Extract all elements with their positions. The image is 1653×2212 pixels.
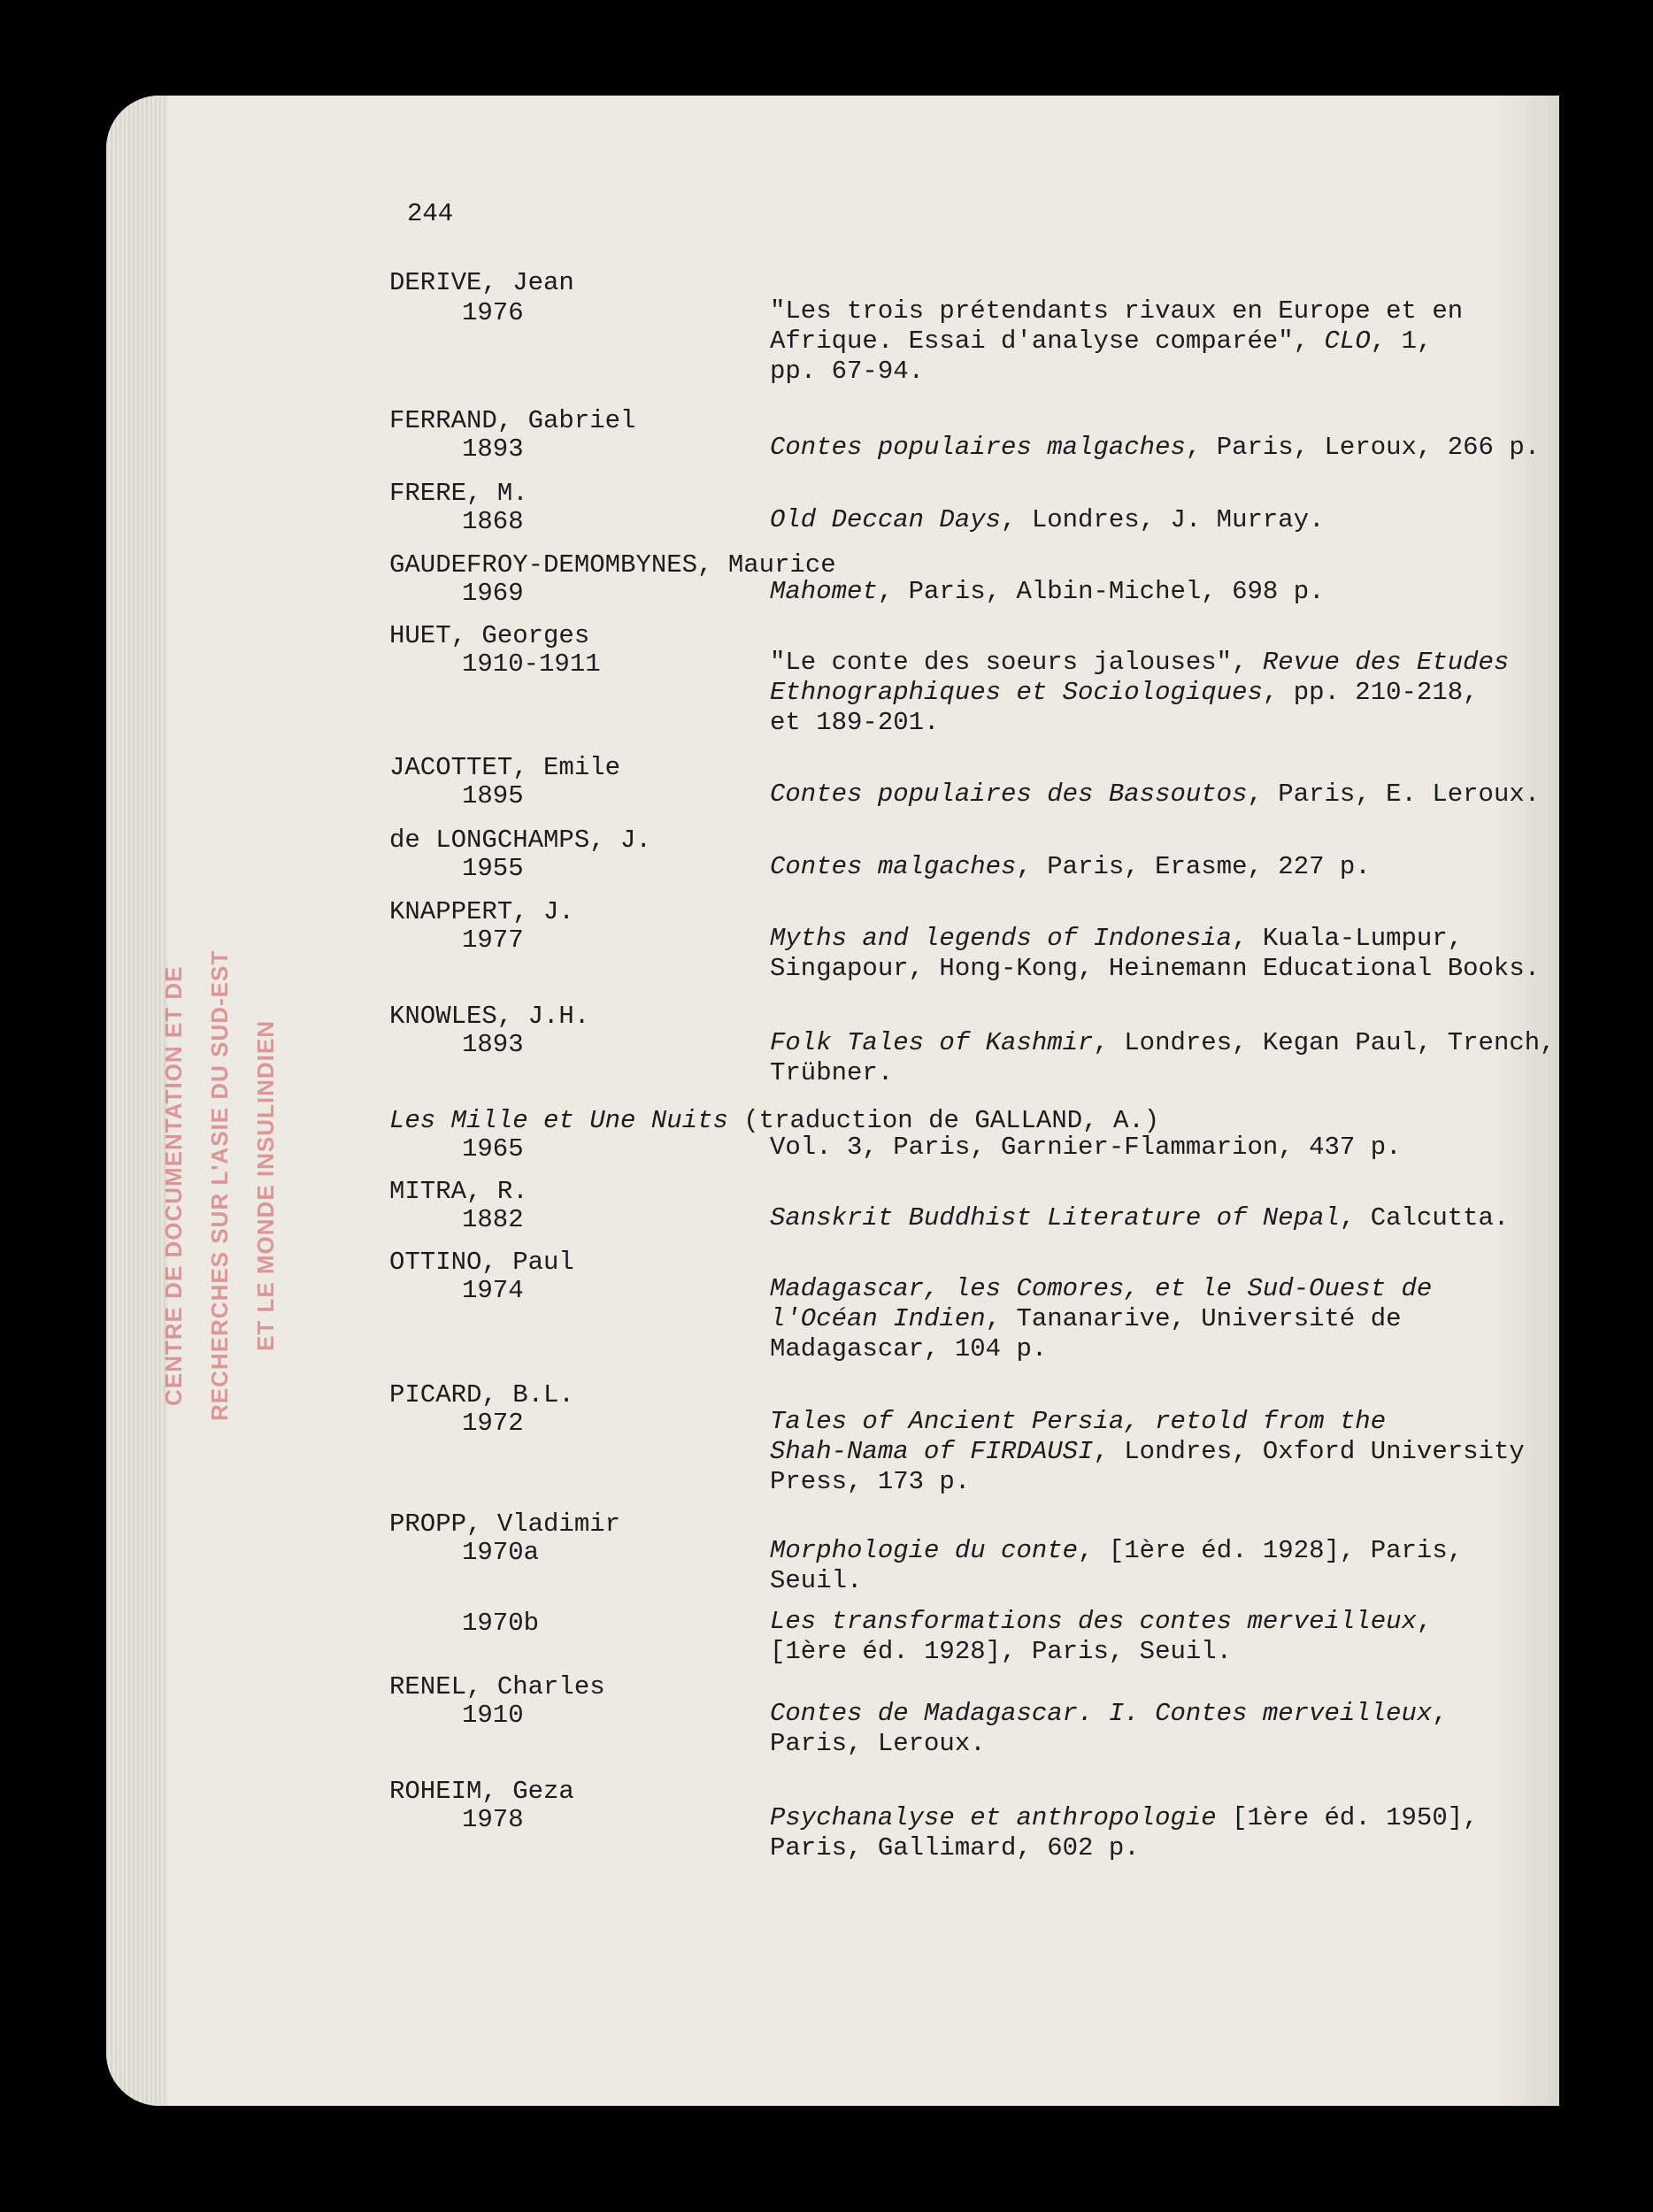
reference-line [770,1304,1513,1334]
title-text: Contes populaires malgaches [770,433,1186,462]
title-text: l'Océan Indien [770,1304,986,1333]
title-text: Myths and legends of Indonesia [770,924,1233,953]
reference-line [770,296,1513,326]
reference-line [770,1833,1513,1863]
citation-text: [1ère éd. 1928], Paris, Seuil. [770,1637,1233,1666]
citation-text: Madagascar, 104 p. [770,1334,1048,1363]
entry-reference [770,1274,1513,1364]
entry-reference [770,1607,1513,1667]
title-text: Sanskrit Buddhist Literature of Nepal [770,1203,1340,1233]
citation-text: Press, 173 p. [770,1467,971,1496]
title-text: Mahomet [770,577,878,606]
citation-text: , Kuala-Lumpur, [1232,924,1464,953]
citation-text: , 1, [1370,326,1433,356]
citation-text: (traduction de GALLAND, A.) [727,1106,1160,1135]
citation-text: , Paris, Erasme, 227 p. [1016,852,1371,881]
title-text: Revue des Etudes [1262,648,1510,677]
reference-line [770,648,1513,678]
citation-text: , Londres, Oxford University [1093,1437,1525,1466]
citation-text: Seuil. [770,1566,863,1595]
entry-year: 1910 [462,1701,524,1730]
citation-text: , Paris, Leroux, 266 p. [1185,433,1541,462]
title-text: Ethnographiques et Sociologiques [770,678,1263,707]
entry-author: JACOTTET, Emile [389,753,621,782]
reference-line [770,1607,1513,1637]
reference-line [770,924,1513,954]
entry-year: 1882 [462,1205,524,1234]
entry-author: FERRAND, Gabriel [389,406,636,435]
reference-line [770,1437,1525,1467]
title-text: CLO [1324,326,1371,356]
stamp-line: CENTRE DE DOCUMENTATION ET DE [160,965,187,1406]
citation-text: , pp. 210-218, [1262,678,1479,707]
citation-text: , [1ère éd. 1928], Paris, [1078,1536,1464,1565]
entry-author: HUET, Georges [389,621,590,650]
citation-text: , [1416,1607,1433,1636]
entry-author: PICARD, B.L. [389,1380,574,1409]
title-text: Morphologie du conte [770,1536,1079,1565]
reference-line [770,708,1513,738]
reference-line [770,1566,1513,1596]
entry-year: 1910-1911 [462,649,601,679]
entry-year: 1976 [462,298,524,327]
title-text: Madagascar, les Comores, et le Sud-Ouest de [770,1274,1433,1303]
citation-text: , Calcutta. [1339,1203,1510,1233]
reference-line [770,357,1513,387]
reference-line [770,1699,1513,1729]
citation-text: "Les trois prétendants rivaux en Europe et en [770,296,1464,326]
title-text: Tales of Ancient Persia, retold from the [770,1407,1387,1436]
reference-line [770,1203,1513,1233]
title-text: Folk Tales of Kashmir [770,1028,1094,1057]
entry-year: 1893 [462,434,524,464]
entry-author: RENEL, Charles [389,1672,605,1701]
citation-text: "Le conte des soeurs jalouses", [770,648,1263,677]
entry-author: DERIVE, Jean [389,268,574,297]
reference-line [770,577,1513,607]
stamp-line: ET LE MONDE INSULINDIEN [252,1020,279,1352]
entry-year: 1977 [462,926,524,955]
citation-text: [1ère éd. 1950], [1216,1803,1479,1832]
reference-line [770,678,1513,708]
title-text: Les transformations des contes merveilleux [770,1607,1417,1636]
entry-year: 1970a [462,1538,540,1567]
reference-line [770,1637,1513,1667]
entry-year: 1893 [462,1030,524,1059]
citation-text: et 189-201. [770,708,940,737]
entry-reference [770,648,1513,738]
entry-reference [770,1028,1556,1088]
citation-text: , Londres, J. Murray. [1001,505,1325,534]
reference-line [770,505,1513,535]
entry-year: 1868 [462,507,524,536]
citation-text: Paris, Gallimard, 602 p. [770,1833,1140,1863]
stamp-line: RECHERCHES SUR L'ASIE DU SUD-EST [206,949,233,1422]
reference-line [770,852,1513,882]
entry-year: 1965 [462,1134,524,1164]
citation-text: Vol. 3, Paris, Garnier-Flammarion, 437 p. [770,1133,1402,1162]
entry-reference [770,1699,1513,1759]
citation-text: , Tananarive, Université de [985,1304,1402,1333]
entry-author: OTTINO, Paul [389,1248,574,1277]
title-text: Contes populaires des Bassoutos [770,780,1248,809]
entry-reference [770,296,1513,387]
reference-line [770,1274,1513,1304]
entry-reference [770,1133,1513,1163]
entry-reference [770,577,1513,607]
entry-reference [770,433,1541,463]
entry-author: PROPP, Vladimir [389,1509,621,1539]
reference-line [770,326,1513,357]
reference-line [770,1803,1513,1833]
entry-author: de LONGCHAMPS, J. [389,826,651,855]
title-text: Les Mille et Une Nuits [389,1106,728,1135]
reference-line [770,1334,1513,1364]
reference-line [770,1407,1513,1437]
title-text: Contes malgaches [770,852,1017,881]
entry-reference [770,1407,1525,1497]
reference-line [770,1133,1513,1163]
title-text: Psychanalyse et anthropologie [770,1803,1217,1832]
entry-reference [770,924,1541,984]
entry-author: KNAPPERT, J. [389,897,574,926]
reference-line [770,1028,1556,1058]
entry-author: GAUDEFROY-DEMOMBYNES, Maurice [389,550,836,580]
entry-author: ROHEIM, Geza [389,1777,574,1806]
reference-line [770,1058,1513,1088]
reference-line [770,954,1541,984]
entry-author: KNOWLES, J.H. [389,1002,590,1031]
citation-text: Trübner. [770,1058,894,1087]
entry-author: MITRA, R. [389,1177,528,1206]
entry-reference [770,505,1513,535]
entry-year: 1895 [462,781,524,810]
entry-author: FRERE, M. [389,479,528,508]
entry-year: 1972 [462,1409,524,1438]
entry-reference [770,1536,1513,1596]
citation-text: , Londres, Kegan Paul, Trench, [1093,1028,1556,1057]
reference-line [770,1536,1513,1566]
entry-reference [770,1203,1513,1233]
citation-text: Singapour, Hong-Kong, Heinemann Educational Books. [770,954,1541,983]
entry-year: 1974 [462,1276,524,1305]
reference-line [770,1729,1513,1759]
citation-text: , Paris, Albin-Michel, 698 p. [877,577,1325,606]
reference-line [770,1467,1513,1497]
citation-text: Paris, Leroux. [770,1729,986,1758]
reference-line [770,433,1541,463]
entry-reference [770,852,1513,882]
entry-reference [770,1803,1513,1863]
citation-text: , Paris, E. Leroux. [1247,780,1541,809]
entry-year: 1955 [462,854,524,883]
title-text: Old Deccan Days [770,505,1002,534]
entry-year: 1978 [462,1805,524,1834]
citation-text: Afrique. Essai d'analyse comparée", [770,326,1325,356]
entry-author [389,1106,1159,1135]
citation-text: pp. 67-94. [770,357,925,386]
page-number: 244 [407,199,454,228]
citation-text: , [1432,1699,1448,1728]
title-text: Shah-Nama of FIRDAUSI [770,1437,1094,1466]
reference-line [770,780,1541,810]
title-text: Contes de Madagascar. I. Contes merveilleux [770,1699,1433,1728]
entry-year: 1970b [462,1609,540,1638]
entry-reference [770,780,1541,810]
entry-year: 1969 [462,579,524,608]
